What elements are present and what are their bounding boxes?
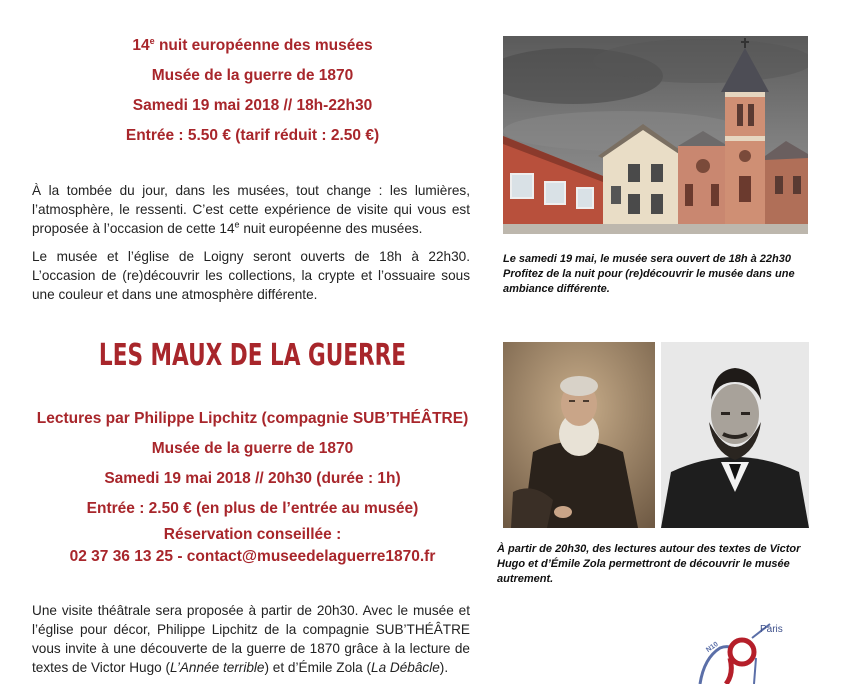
event2-readings: Lectures par Philippe Lipchitz (compagnie SUB’THÉÂTRE)	[36, 410, 469, 427]
edition-number: 14	[132, 37, 150, 54]
p2-text-c: ).	[439, 660, 449, 675]
p1-sup: e	[234, 219, 240, 230]
p2-italic-annee-terrible: L’Année terrible	[170, 660, 265, 675]
location-map	[690, 618, 820, 684]
event2-venue: Musée de la guerre de 1870	[151, 440, 354, 457]
event1-venue: Musée de la guerre de 1870	[151, 67, 354, 84]
zola-illustration	[661, 342, 809, 528]
emile-zola-portrait	[661, 342, 809, 528]
event2-paragraph	[32, 601, 470, 677]
portraits-caption: À partir de 20h30, des lectures autour des textes de Victor Hugo et d’Émile Zola permettront de découvrir le musée autrement.	[497, 543, 801, 585]
event2-title: LES MAUX DE LA GUERRE	[98, 338, 407, 373]
hugo-illustration	[503, 342, 655, 528]
event2-date: Samedi 19 mai 2018 // 20h30 (durée : 1h)	[104, 470, 401, 487]
event2-price: Entrée : 2.50 € (en plus de l’entrée au musée)	[86, 500, 419, 517]
victor-hugo-portrait	[503, 342, 655, 528]
event2-reservation-label: Réservation conseillée :	[163, 526, 342, 543]
p2-italic-debacle: La Débâcle	[371, 660, 440, 675]
map-label-paris: Paris	[760, 624, 783, 635]
event1-date: Samedi 19 mai 2018 // 18h-22h30	[132, 97, 373, 114]
map-label-road: N10	[705, 640, 720, 655]
p1-text-b: nuit européenne des musées.	[239, 221, 423, 236]
p2-text-b: ) et d’Émile Zola (	[264, 660, 372, 675]
event2-description	[32, 601, 470, 677]
museum-church-photo	[503, 36, 808, 234]
event1-paragraph-1	[32, 181, 470, 238]
event1-description	[32, 181, 470, 304]
event1-price: Entrée : 5.50 € (tarif réduit : 2.50 €)	[125, 127, 380, 144]
event2-contact: 02 37 36 13 25 - contact@museedelaguerre1870.fr	[69, 548, 436, 565]
museum-photo-caption: Le samedi 19 mai, le musée sera ouvert de 18h à 22h30 Profitez de la nuit pour (re)découvrir le musée dans une ambiance différente.	[503, 253, 795, 295]
edition-text: nuit européenne des musées	[154, 37, 373, 54]
map-location-marker-icon	[730, 640, 754, 664]
p2-text-a: Une visite théâtrale sera proposée à partir de 20h30. Avec le musée et l’église pour décor, Philippe Lipchitz de la compagnie SUB’THÉÂTRE vous invite à une découverte de la guerre de 1870 grâce à la lecture de textes de Victor Hugo (	[32, 603, 470, 675]
event1-paragraph-2: Le musée et l’église de Loigny seront ouverts de 18h à 22h30. L’occasion de (re)découvrir les collections, la crypte et l’ossuaire sous une couleur et dans une atmosphère différente.	[32, 249, 470, 302]
museum-church-illustration	[503, 36, 808, 234]
edition-sup: e	[149, 35, 155, 46]
event1-edition	[30, 37, 475, 55]
p1-text-a: À la tombée du jour, dans les musées, tout change : les lumières, l’atmosphère, le ressenti. C’est cette expérience de visite qui vous est proposée à l’occasion de cette 14	[32, 183, 470, 236]
